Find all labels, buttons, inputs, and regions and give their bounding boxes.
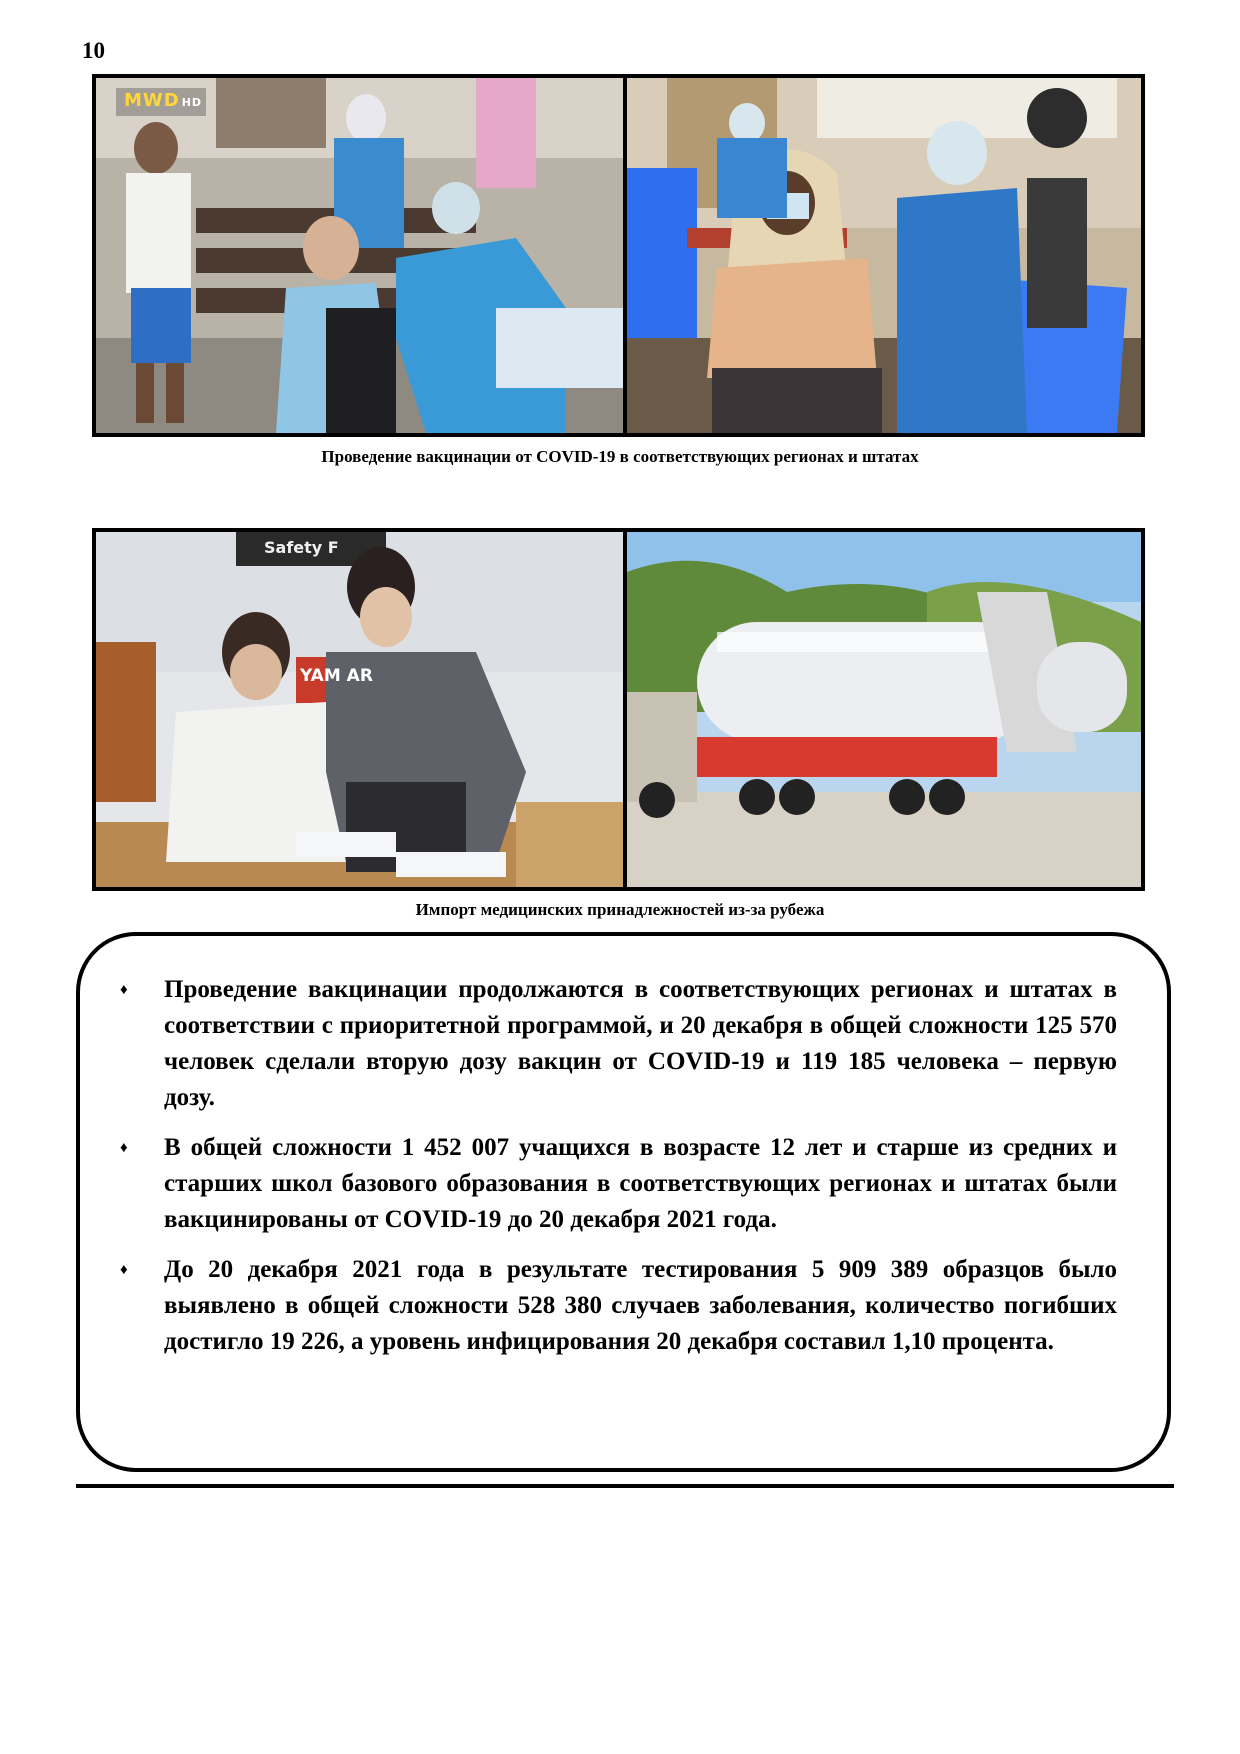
- bottom-divider: [76, 1484, 1174, 1488]
- diamond-bullet-icon: ♦: [120, 1262, 128, 1278]
- bullet-item-vaccination: [118, 972, 1117, 1116]
- vaccination-photo-church: [96, 78, 623, 433]
- safety-sign: Safety F: [264, 538, 339, 557]
- tv-logo-text: MWD: [124, 90, 180, 111]
- bullet-item-testing: [118, 1252, 1117, 1360]
- caption-vaccination: Проведение вакцинации от COVID-19 в соответствующих регионах и штатах: [321, 447, 919, 466]
- bullet-text: До 20 декабря 2021 года в результате тестирования 5 909 389 образцов было выявлено в общей сложности 528 380 случаев заболевания, количество погибших достигло 19 226, а уровень инфицирования 20 декабря составил 1,10 процента.: [164, 1256, 1117, 1355]
- oxygen-tank-truck-photo: [627, 532, 1141, 887]
- diamond-bullet-icon: ♦: [120, 982, 128, 998]
- bullet-text: В общей сложности 1 452 007 учащихся в возрасте 12 лет и старше из средних и старших школ базового образования в соответствующих регионах и штатах были вакцинированы от COVID-19 до 20 декабря 2021 года.: [164, 1134, 1117, 1233]
- bullet-text: Проведение вакцинации продолжаются в соответствующих регионах и штатах в соответствии с приоритетной программой, и 20 декабря в общей сложности 125 570 человек сделали вторую дозу вакцин от COVID-19 и 119 185 человека – первую дозу.: [164, 976, 1117, 1111]
- page-number: 10: [82, 38, 105, 63]
- vaccination-photo-hall: [627, 78, 1141, 433]
- banner-text: YAM AR: [300, 666, 373, 686]
- caption-medical-import: Импорт медицинских принадлежностей из-за рубежа: [415, 900, 825, 919]
- info-box: [76, 932, 1171, 1472]
- bullet-item-students: [118, 1130, 1117, 1238]
- bottom-photo-row: [92, 528, 1145, 891]
- top-photo-row: [92, 74, 1145, 437]
- diamond-bullet-icon: ♦: [120, 1140, 128, 1156]
- tv-logo-suffix: HD: [181, 96, 203, 109]
- tv-channel-logo: [124, 90, 202, 111]
- customs-inspection-photo: [96, 532, 623, 887]
